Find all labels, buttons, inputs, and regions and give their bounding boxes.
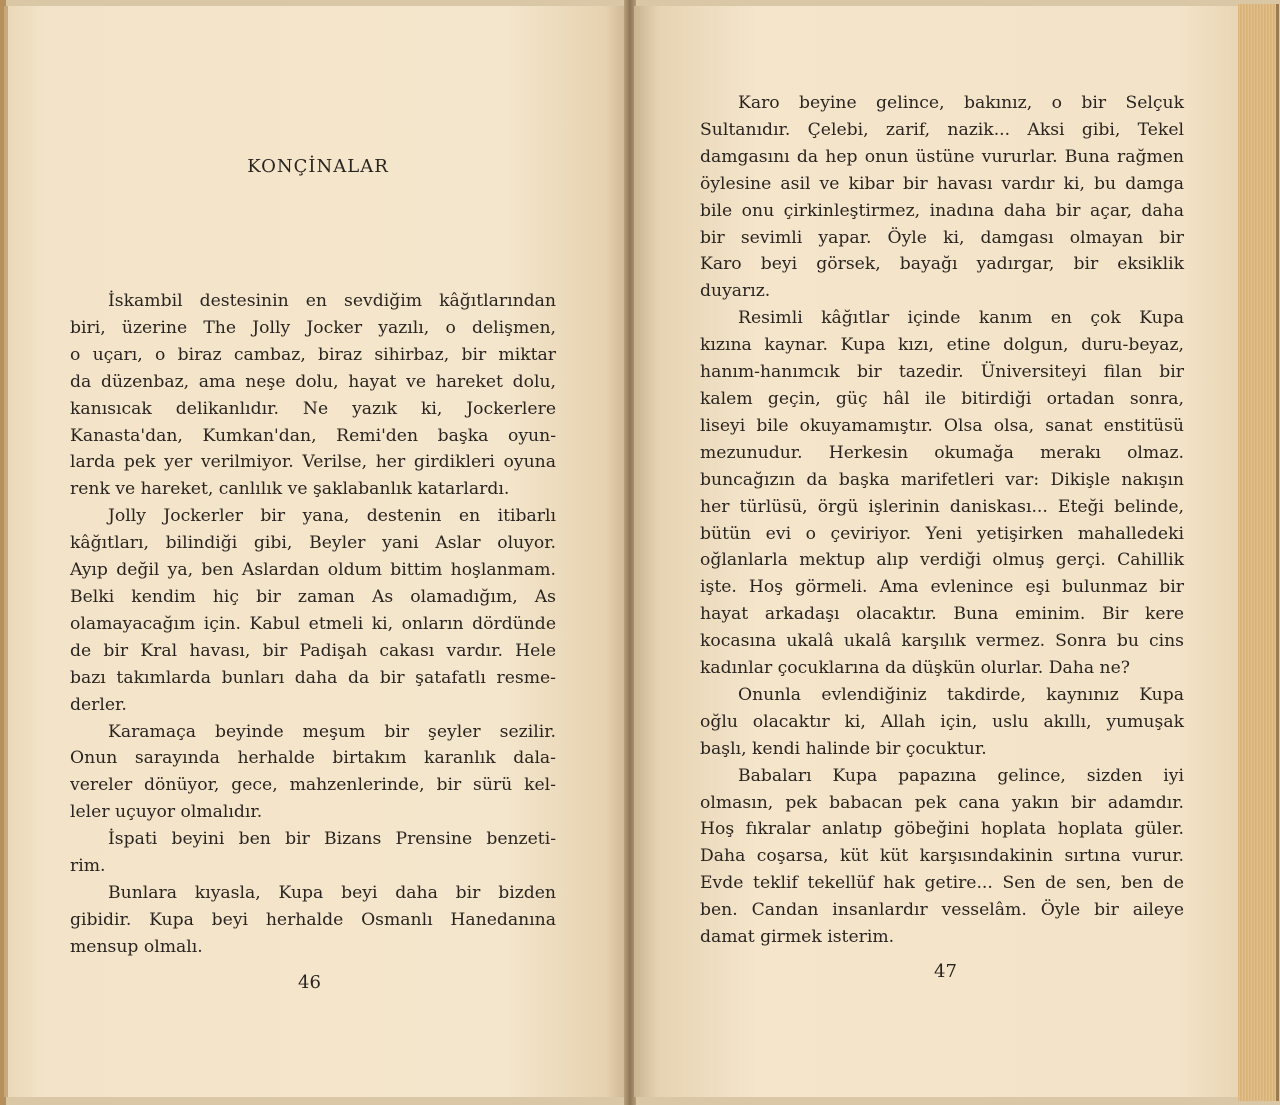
text-line: Karo beyine gelince, bakınız, o bir Selçuk xyxy=(738,93,1184,113)
text-line: oğlu olacaktır ki, Allah için, uslu akıllı, yumuşak xyxy=(700,711,1184,732)
paragraph xyxy=(70,719,556,827)
text-line: bazı takımlarda bunları daha da bir şatafatlı resme- xyxy=(70,667,556,688)
text-line: buncağızın da başka marifetleri var: Dikişle nakışın xyxy=(700,469,1184,490)
text-line: Belki kendim hiç bir zaman As olamadığım, As xyxy=(70,586,556,607)
paragraph xyxy=(70,288,556,503)
text-line: İskambil destesinin en sevdiğim kâğıtlarından xyxy=(108,291,556,311)
text-line: Karo beyi görsek, bayağı yadırgar, bir eksiklik xyxy=(700,254,1184,275)
text-line: o uçarı, o biraz cambaz, biraz sihirbaz, bir miktar xyxy=(70,344,556,365)
paragraph xyxy=(70,826,556,880)
text-line: duyarız. xyxy=(700,281,771,302)
text-line: Karamaça beyinde meşum bir şeyler sezilir. xyxy=(108,721,556,742)
text-line: da düzenbaz, ama neşe dolu, hayat ve hareket dolu, xyxy=(70,371,556,392)
text-line: İspati beyini ben bir Bizans Prensine benzeti- xyxy=(108,829,556,850)
text-line: Daha coşarsa, küt küt karşısındakinin sırtına vurur. xyxy=(700,846,1184,867)
text-line: bile onu çirkinleştirmez, inadına daha bir açar, daha xyxy=(700,200,1184,221)
right-page xyxy=(634,6,1240,1097)
left-page xyxy=(4,6,630,1097)
text-line: işte. Hoş görmeli. Ama evlenince eşi bulunmaz bir xyxy=(700,577,1184,598)
text-line: larda pek yer verilmiyor. Verilse, her girdikleri oyuna xyxy=(70,452,556,473)
chapter-heading: KONÇİNALAR xyxy=(247,156,389,177)
text-line: başlı, kendi halinde bir çocuktur. xyxy=(700,738,987,759)
text-line: Sultanıdır. Çelebi, zarif, nazik... Aksi gibi, Tekel xyxy=(700,119,1184,140)
left-page-body xyxy=(70,288,556,961)
page-number-left: 46 xyxy=(298,972,321,993)
text-line: hayat arkadaşı olacaktır. Buna eminim. Bir kere xyxy=(700,604,1184,625)
text-line: Ayıp değil ya, ben Aslardan oldum bittim hoşlanmam. xyxy=(70,560,556,581)
page-number-right: 47 xyxy=(934,961,957,982)
paragraph xyxy=(70,880,556,961)
text-line: biri, üzerine The Jolly Jocker yazılı, o delişmen, xyxy=(70,317,556,338)
text-line: mensup olmalı. xyxy=(70,936,203,957)
text-line: olmasın, pek babacan pek cana yakın bir adamdır. xyxy=(700,792,1184,813)
text-line: Bunlara kıyasla, Kupa beyi daha bir bizden xyxy=(108,882,556,903)
text-line: kanısıcak delikanlıdır. Ne yazık ki, Jockerlere xyxy=(70,398,556,419)
text-line: kalem geçin, güç hâl ile bitirdiği ortadan sonra, xyxy=(700,388,1184,409)
text-line: liseyi bile okuyamamıştır. Olsa olsa, sanat enstitüsü xyxy=(700,415,1184,436)
text-line: de bir Kral havası, bir Padişah cakası vardır. Hele xyxy=(70,640,556,661)
text-line: Onunla evlendiğiniz takdirde, kaynınız Kupa xyxy=(738,684,1184,705)
paragraph xyxy=(700,305,1184,682)
paragraph xyxy=(700,763,1184,951)
text-line: kadınlar çocuklarına da düşkün olurlar. Daha ne? xyxy=(700,658,1130,679)
paragraph xyxy=(700,90,1184,305)
text-line: Kanasta'dan, Kumkan'dan, Remi'den başka oyun- xyxy=(70,425,556,446)
text-line: ben. Candan insanlardır vesselâm. Öyle bir aileye xyxy=(700,900,1184,921)
text-line: olamayacağım için. Kabul etmeli ki, onların dördünde xyxy=(70,613,556,634)
text-line: kocasına ukalâ ukalâ karşılık vermez. Sonra bu cins xyxy=(700,631,1184,652)
text-line: damgasını da hep onun üstüne vururlar. Buna rağmen xyxy=(700,146,1184,167)
text-line: Babaları Kupa papazına gelince, sizden iyi xyxy=(738,765,1184,786)
paragraph xyxy=(70,503,556,718)
text-line: vereler dönüyor, gece, mahzenlerinde, bir sürü kel- xyxy=(70,775,556,796)
text-line: bütün evi o çeviriyor. Yeni yetişirken mahalledeki xyxy=(700,523,1184,544)
text-line: her türlüsü, örgü işlerinin daniskası... Eteği belinde, xyxy=(700,496,1184,517)
text-line: kâğıtları, bilindiği gibi, Beyler yani Aslar oluyor. xyxy=(70,533,556,554)
text-line: damat girmek isterim. xyxy=(700,927,895,948)
text-line: öylesine asil ve kibar bir havası vardır ki, bu damga xyxy=(700,173,1184,194)
text-line: derler. xyxy=(70,694,127,715)
page-edges xyxy=(1238,4,1279,1101)
text-line: Evde teklif tekellüf hak getire... Sen de sen, ben de xyxy=(700,873,1184,894)
text-line: mezunudur. Herkesin okumağa merakı olmaz. xyxy=(700,442,1184,463)
text-line: rim. xyxy=(70,856,106,877)
text-line: leler uçuyor olmalıdır. xyxy=(70,802,263,823)
text-line: hanım-hanımcık bir tazedir. Üniversiteyi filan bir xyxy=(700,362,1184,383)
text-line: Onun sarayında herhalde birtakım karanlık dala- xyxy=(70,748,556,769)
text-line: Resimli kâğıtlar içinde kanım en çok Kupa xyxy=(738,308,1184,329)
text-line: gibidir. Kupa beyi herhalde Osmanlı Hanedanına xyxy=(70,909,556,930)
text-line: renk ve hareket, canlılık ve şaklabanlık katarlardı. xyxy=(70,479,510,500)
right-page-body xyxy=(700,90,1184,951)
text-line: Jolly Jockerler bir yana, destenin en itibarlı xyxy=(108,506,556,527)
paragraph xyxy=(700,682,1184,763)
text-line: kızına kaynar. Kupa kızı, etine dolgun, duru-beyaz, xyxy=(700,335,1184,356)
text-line: bir sevimli yapar. Öyle ki, damgası olmayan bir xyxy=(700,227,1184,248)
text-line: Hoş fıkralar anlatıp göbeğini hoplata hoplata güler. xyxy=(700,819,1184,840)
text-line: oğlanlarla mektup alıp verdiği olmuş gerçi. Cahillik xyxy=(700,550,1184,571)
